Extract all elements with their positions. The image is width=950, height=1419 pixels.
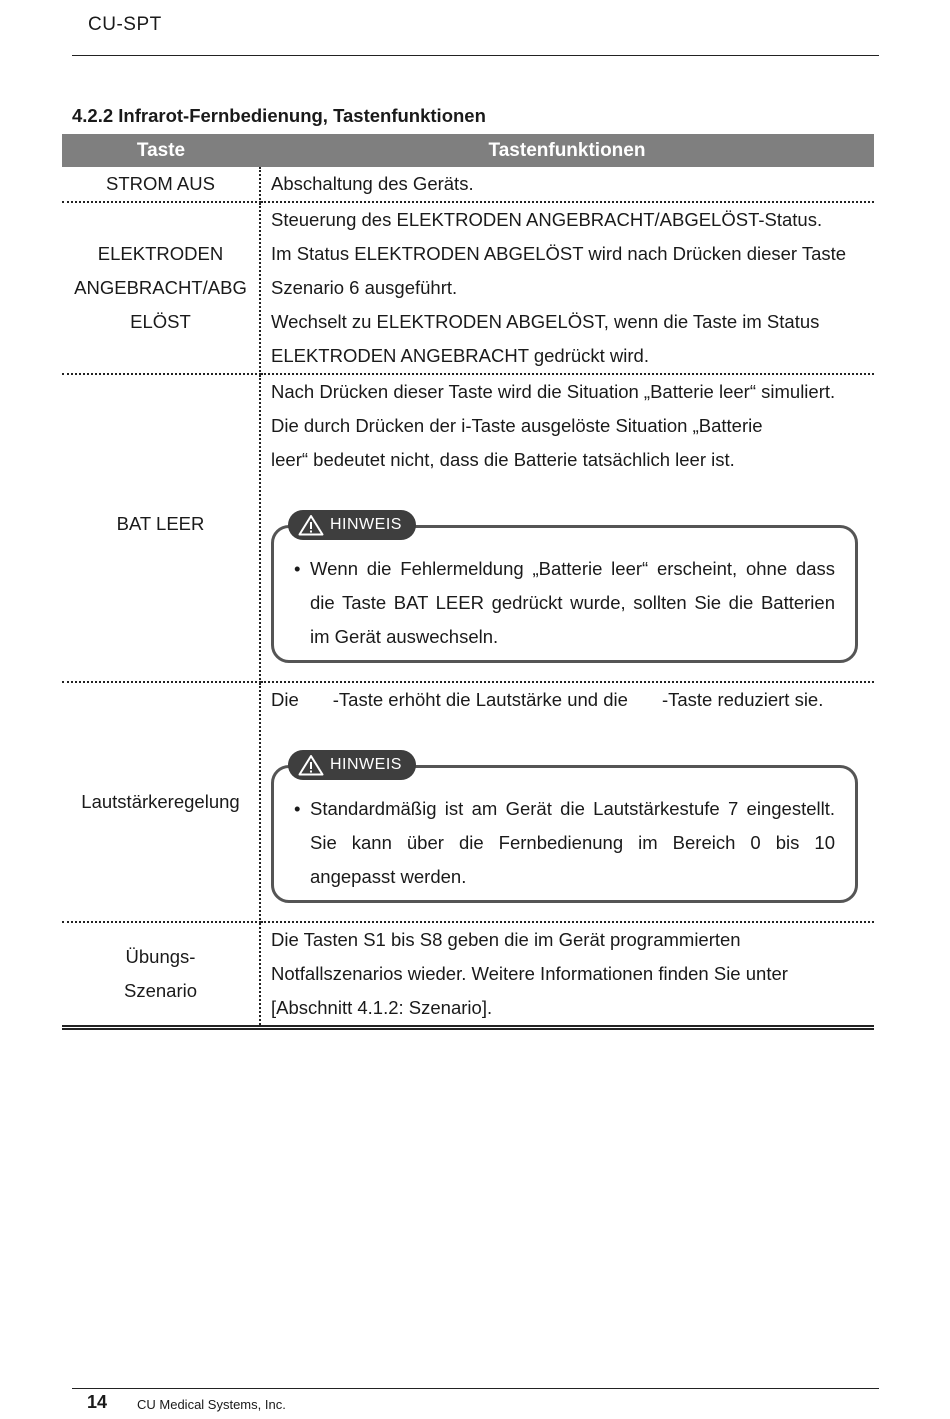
table-row [62, 374, 874, 682]
function-line: [Abschnitt 4.1.2: Szenario]. [271, 997, 493, 1018]
key-label: Szenario [123, 980, 197, 1001]
function-cell [260, 922, 874, 1028]
note-box [271, 516, 858, 663]
page-number: 14 [87, 1392, 108, 1412]
key-label: BAT LEER [116, 513, 205, 534]
key-label: Übungs- [125, 946, 196, 967]
key-label: ELEKTRODEN [97, 243, 224, 264]
function-line [271, 683, 866, 717]
function-text: Die [271, 689, 299, 710]
function-text: -Taste erhöht die Lautstärke und die [332, 689, 628, 710]
warning-icon [298, 754, 324, 776]
key-label: STROM AUS [106, 173, 215, 194]
key-cell [62, 167, 260, 202]
function-line: Steuerung des ELEKTRODEN ANGEBRACHT/ABGELÖST-Status. [271, 209, 823, 230]
table-row [62, 167, 874, 202]
function-line: Abschaltung des Geräts. [271, 173, 474, 194]
function-line: Wechselt zu ELEKTRODEN ABGELÖST, wenn die Taste im Status [271, 311, 820, 332]
footer-rule [72, 1388, 879, 1389]
key-label: Lautstärkeregelung [81, 791, 240, 812]
note-label: HINWEIS [330, 756, 402, 773]
note-tab [288, 750, 416, 780]
note-body [294, 552, 835, 654]
key-cell [62, 682, 260, 922]
note-text: Wenn die Fehlermeldung „Batterie leer“ erscheint, ohne dass die Taste BAT LEER gedrückt wurde, sollten Sie die Batterien im Gerät auswechseln. [310, 558, 835, 647]
function-text: -Taste reduziert sie. [661, 689, 824, 710]
function-line: Im Status ELEKTRODEN ABGELÖST wird nach Drücken dieser Taste [271, 243, 847, 264]
bullet: • [294, 798, 301, 819]
function-line: Die durch Drücken der i-Taste ausgelöste Situation „Batterie [271, 415, 763, 436]
key-cell [62, 374, 260, 682]
note-box [271, 756, 858, 903]
key-label: ELÖST [130, 311, 191, 332]
column-header-key: Taste [62, 134, 260, 167]
bullet: • [294, 558, 301, 579]
table-row [62, 922, 874, 1028]
function-line: Die Tasten S1 bis S8 geben die im Gerät programmierten [271, 929, 741, 950]
function-line: Szenario 6 ausgeführt. [271, 277, 458, 298]
section-title: 4.2.2 Infrarot-Fernbedienung, Tastenfunktionen [72, 105, 486, 126]
key-label: ANGEBRACHT/ABG [74, 277, 247, 298]
key-cell [62, 202, 260, 374]
header-rule [72, 55, 879, 56]
function-line: Nach Drücken dieser Taste wird die Situation „Batterie leer“ simuliert. [271, 381, 836, 402]
warning-icon [298, 514, 324, 536]
function-line: leer“ bedeutet nicht, dass die Batterie tatsächlich leer ist. [271, 449, 735, 470]
table-row [62, 682, 874, 922]
note-text: Standardmäßig ist am Gerät die Lautstärkestufe 7 eingestellt. Sie kann über die Fernbedienung im Bereich 0 bis 10 angepasst werden. [310, 798, 835, 887]
key-function-table [62, 134, 874, 1030]
table-header-row [62, 134, 874, 167]
table-row [62, 202, 874, 374]
column-header-functions: Tastenfunktionen [260, 134, 874, 167]
function-cell [260, 682, 874, 922]
running-header: CU-SPT [88, 14, 162, 35]
function-cell [260, 202, 874, 374]
note-tab [288, 510, 416, 540]
note-body [294, 792, 835, 894]
function-line: ELEKTRODEN ANGEBRACHT gedrückt wird. [271, 345, 649, 366]
function-cell [260, 374, 874, 682]
note-label: HINWEIS [330, 516, 402, 533]
function-line: Notfallszenarios wieder. Weitere Informationen finden Sie unter [271, 963, 788, 984]
function-cell [260, 167, 874, 202]
company-name: CU Medical Systems, Inc. [137, 1397, 286, 1412]
key-cell [62, 922, 260, 1028]
